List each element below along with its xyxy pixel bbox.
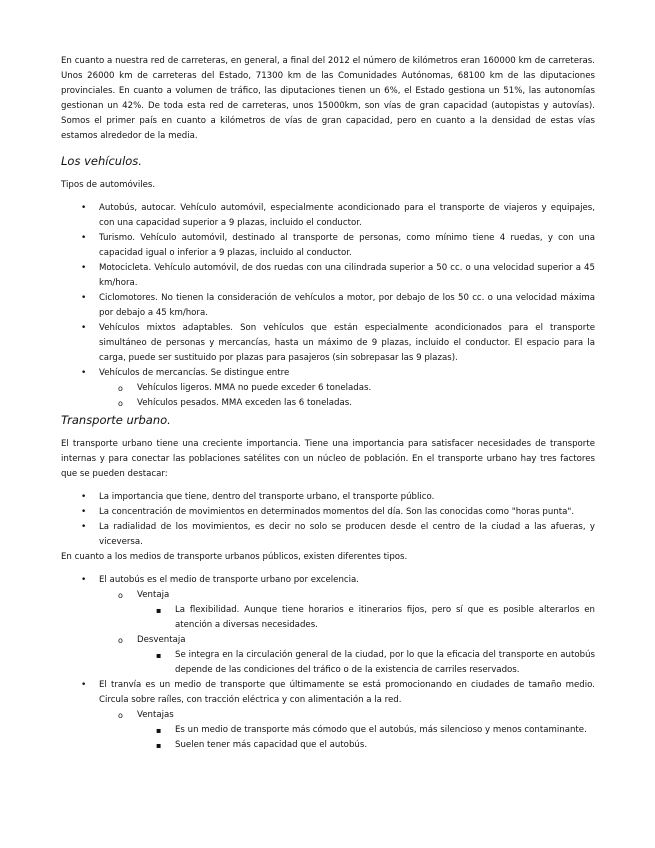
list-item: • La concentración de movimientos en determinados momentos del día. Son las conocidas como "horas punta".: [61, 505, 595, 520]
list-item: • Ciclomotores. No tienen la consideración de vehículos a motor, por debajo de los 50 cc. o una velocidad máxima por debajo a 45 km/hora.: [61, 291, 595, 321]
desventaja-label: Desventaja: [137, 635, 186, 645]
list-item-tranvia: [61, 678, 595, 753]
list-item-text: Vehículos de mercancías. Se distingue entre: [99, 368, 290, 378]
section-heading-vehiculos: Los vehículos.: [61, 154, 142, 168]
tranvia-sublist: [99, 708, 595, 753]
intro-paragraph: En cuanto a nuestra red de carreteras, en general, a final del 2012 el número de kilómetros eran 160000 km de carreteras. Unos 26000 km de carreteras del Estado, 71300 km de las Comunidades Autónomas, 68100 km de las diputaciones provinciales. En cuanto a volumen de tráfico, las diputaciones tienen un 6%, el Estado gestiona un 51%, las autonomías gestionan un 42%. De toda esta red de carreteras, unos 15000km, son vías de gran capacidad (autopistas y autovías). Somos el primer país en cuanto a kilómetros de vías de gran capacidad, pero en cuanto a la densidad de estas vías estamos alrededor de la media.: [61, 56, 595, 141]
list-item-autobus: [61, 573, 595, 678]
document-page: [61, 54, 595, 753]
sublist-item: o Vehículos ligeros. MMA no puede exceder 6 toneladas.: [99, 381, 595, 396]
ventajas-list: [137, 723, 595, 753]
sublist-item-desventaja: [99, 633, 595, 678]
list-item: • Vehículos mixtos adaptables. Son vehículos que están especialmente acondicionados para el transporte simultáneo de personas y mercancías, hasta un máximo de 9 plazas, incluido el conductor. El espacio para la carga, puede ser sustituido por plazas para pasajeros (sin sobrepasar las 9 plazas).: [61, 321, 595, 366]
detail-item: ▪ La flexibilidad. Aunque tiene horarios e itinerarios fijos, pero sí que es posible alterarlos en atención a diversas necesidades.: [137, 603, 595, 633]
list-item: • Motocicleta. Vehículo automóvil, de dos ruedas con una cilindrada superior a 50 cc. o una velocidad superior a 45 km/hora.: [61, 261, 595, 291]
medios-list: [61, 573, 595, 753]
sublist-item-ventajas: [99, 708, 595, 753]
sublist-item: o Vehículos pesados. MMA exceden las 6 toneladas.: [99, 396, 595, 411]
list-item-mercancias: [61, 366, 595, 411]
desventaja-list: [137, 648, 595, 678]
autobus-sublist: [99, 588, 595, 678]
sublist-item-ventaja: [99, 588, 595, 633]
detail-item: ▪ Se integra en la circulación general de la ciudad, por lo que la eficacia del transporte en autobús depende de las condiciones del tráfico o de la existencia de carriles reservados.: [137, 648, 595, 678]
list-item: • Turismo. Vehículo automóvil, destinado al transporte de personas, como mínimo tiene 4 ruedas, y con una capacidad igual o inferior a 9 plazas, incluido al conductor.: [61, 231, 595, 261]
vehiculos-intro: Tipos de automóviles.: [61, 180, 156, 190]
medios-intro: En cuanto a los medios de transporte urbanos públicos, existen diferentes tipos.: [61, 552, 408, 562]
tranvia-text: El tranvía es un medio de transporte que últimamente se está promocionando en ciudades de tamaño medio. Circula sobre raíles, con tracción eléctrica y con alimentación a la red.: [99, 680, 595, 705]
ventaja-list: [137, 603, 595, 633]
detail-item: ▪ Suelen tener más capacidad que el autobús.: [137, 738, 595, 753]
list-item: • Autobús, autocar. Vehículo automóvil, especialmente acondicionado para el transporte de viajeros y equipajes, con una capacidad superior a 9 plazas, incluido el conductor.: [61, 201, 595, 231]
ventaja-label: Ventaja: [137, 590, 170, 600]
list-item: • La importancia que tiene, dentro del transporte urbano, el transporte público.: [61, 490, 595, 505]
factores-list: [61, 490, 595, 550]
list-item: • La radialidad de los movimientos, es decir no solo se producen desde el centro de la ciudad a las afueras, y viceversa.: [61, 520, 595, 550]
vehiculos-list: [61, 201, 595, 411]
section-heading-urbano: Transporte urbano.: [61, 413, 171, 427]
detail-item: ▪ Es un medio de transporte más cómodo que el autobús, más silencioso y menos contaminante.: [137, 723, 595, 738]
urbano-intro: El transporte urbano tiene una creciente importancia. Tiene una importancia para satisfacer necesidades de transporte internas y para conectar las poblaciones satélites con un núcleo de población. En el transporte urbano hay tres factores que se pueden destacar:: [61, 439, 595, 479]
autobus-text: El autobús es el medio de transporte urbano por excelencia.: [99, 575, 360, 585]
ventajas-label: Ventajas: [137, 710, 174, 720]
mercancias-sublist: [99, 381, 595, 411]
